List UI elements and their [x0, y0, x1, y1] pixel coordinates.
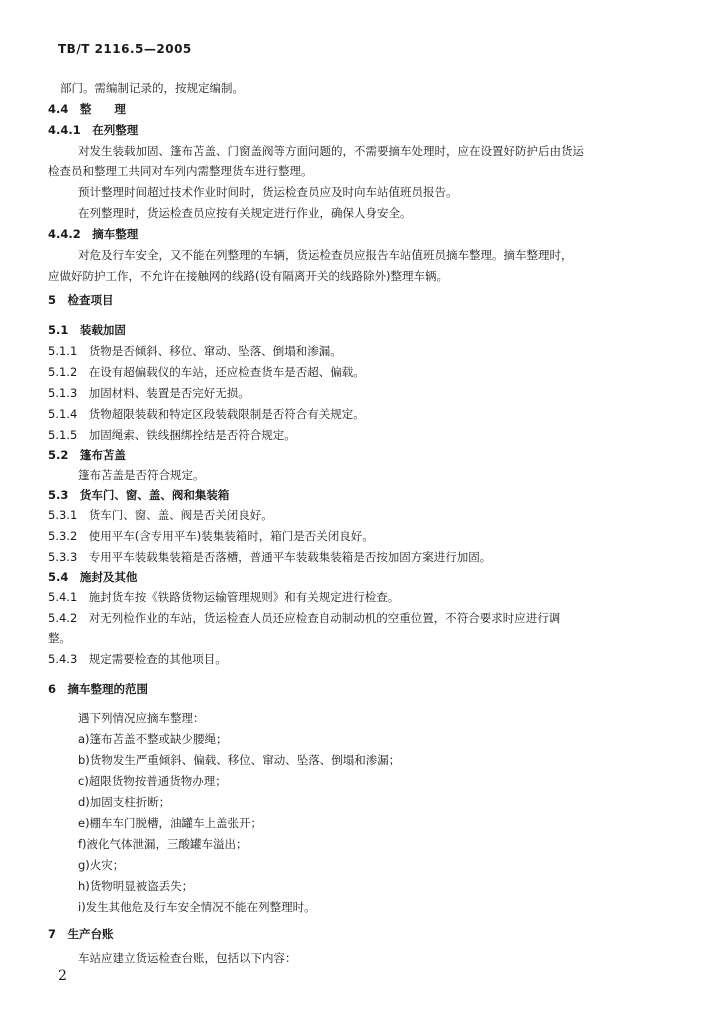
list-item: i)发生其他危及行车安全情况不能在列整理时。	[78, 900, 316, 914]
text-line: 车站应建立货运检查台账，包括以下内容：	[78, 951, 297, 965]
text-line: 检查员和整理工共同对车列内需整理货车进行整理。	[48, 164, 313, 178]
standard-code-header: TB/T 2116.5—2005	[58, 42, 192, 56]
section-heading: 5 检查项目	[48, 293, 114, 307]
list-item: e)棚车车门脱槽，油罐车上盖张开；	[78, 816, 263, 830]
section-heading: 5.2 篷布苫盖	[48, 448, 126, 462]
text-line: 篷布苫盖是否符合规定。	[78, 468, 205, 482]
section-heading: 5.1 装载加固	[48, 323, 126, 337]
text-line: 5.1.1 货物是否倾斜、移位、窜动、坠落、倒塌和渗漏。	[48, 344, 342, 358]
text-line: 5.3.3 专用平车装载集装箱是否落槽，普通平车装载集装箱是否按加固方案进行加固。	[48, 550, 492, 564]
section-heading: 4.4 整 理	[48, 102, 126, 116]
text-line: 部门。需编制记录的，按规定编制。	[60, 81, 244, 95]
text-line: 5.4.3 规定需要检查的其他项目。	[48, 652, 227, 666]
section-heading: 6 摘车整理的范围	[48, 682, 149, 696]
text-line: 5.1.2 在设有超偏载仪的车站，还应检查货车是否超、偏载。	[48, 365, 365, 379]
section-heading: 5.3 货车门、窗、盖、阀和集装箱	[48, 488, 230, 502]
list-item: h)货物明显被盗丢失；	[78, 879, 194, 893]
text-line: 整。	[48, 631, 71, 645]
text-line: 在列整理时，货运检查员应按有关规定进行作业，确保人身安全。	[78, 206, 412, 220]
text-line: 预计整理时间超过技术作业时间时，货运检查员应及时向车站值班员报告。	[78, 185, 458, 199]
list-item: f)液化气体泄漏，三酸罐车溢出；	[78, 837, 248, 851]
list-item: b)货物发生严重倾斜、偏载、移位、窜动、坠落、倒塌和渗漏；	[78, 753, 401, 767]
section-heading: 4.4.2 摘车整理	[48, 227, 139, 241]
section-heading: 5.4 施封及其他	[48, 570, 138, 584]
text-line: 遇下列情况应摘车整理：	[78, 711, 205, 725]
text-line: 5.1.3 加固材料、装置是否完好无损。	[48, 386, 250, 400]
list-item: c)超限货物按普通货物办理；	[78, 774, 227, 788]
text-line: 5.4.2 对无列检作业的车站，货运检查人员还应检查自动制动机的空重位置，不符合要求时应进行调	[48, 611, 561, 625]
text-line: 5.4.1 施封货车按《铁路货物运输管理规则》和有关规定进行检查。	[48, 590, 400, 604]
text-line: 5.3.1 货车门、窗、盖、阀是否关闭良好。	[48, 508, 273, 522]
section-heading: 7 生产台账	[48, 927, 114, 941]
text-line: 5.1.5 加固绳索、铁线捆绑拴结是否符合规定。	[48, 428, 296, 442]
list-item: d)加固支柱折断；	[78, 795, 171, 809]
text-line: 对危及行车安全，又不能在列整理的车辆，货运检查员应报告车站值班员摘车整理。摘车整理时，	[78, 248, 573, 262]
section-heading: 4.4.1 在列整理	[48, 123, 139, 137]
text-line: 应做好防护工作，不允许在接触网的线路(设有隔离开关的线路除外)整理车辆。	[48, 269, 448, 283]
text-line: 5.3.2 使用平车(含专用平车)装集装箱时，箱门是否关闭良好。	[48, 529, 374, 543]
list-item: g)火灾；	[78, 858, 125, 872]
text-line: 对发生装载加固、篷布苫盖、门窗盖阀等方面问题的，不需要摘车处理时，应在设置好防护后由货运	[78, 144, 584, 158]
list-item: a)篷布苫盖不整或缺少腰绳；	[78, 732, 228, 746]
page-number: 2	[58, 968, 67, 984]
text-line: 5.1.4 货物超限装载和特定区段装载限制是否符合有关规定。	[48, 407, 365, 421]
